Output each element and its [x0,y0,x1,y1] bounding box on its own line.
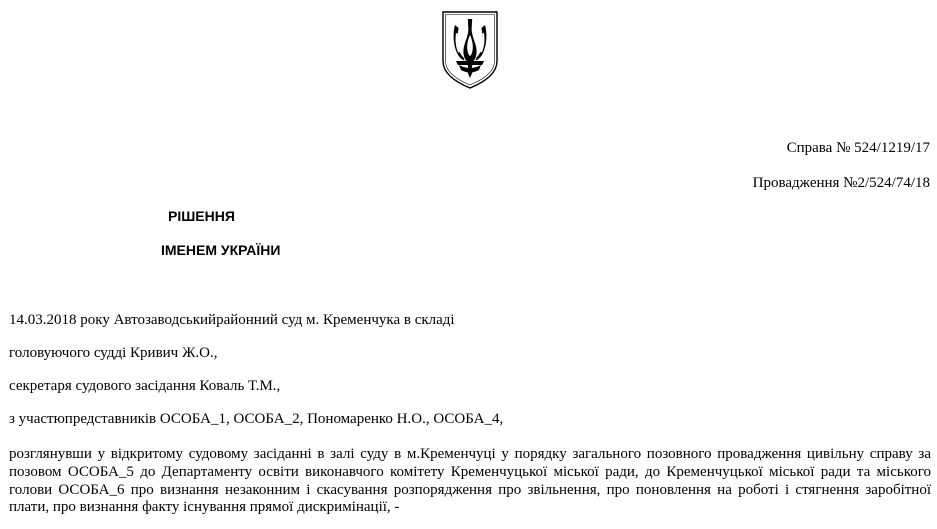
document-title: РІШЕННЯ [168,208,235,224]
coat-of-arms-icon [440,9,500,90]
date-court-line: 14.03.2018 року Автозаводськийрайонний суд м. Кременчука в складі [9,312,455,328]
case-description-paragraph: розглянувши у відкритому судовому засіданні в залі суду в м.Кременчуці у порядку загального позовного провадження цивільну справу за позовом ОСОБА_5 до Департаменту освіти виконавчого комітету Кременчуцької міської ради, до Кременчуцької міської ради та міського голови ОСОБА_6 про визнання незаконним і скасування розпорядження про звільнення, про поновлення на роботі і стягнення заробітної плати, про визнання факту існування прямої дискримінації, - [9,446,931,516]
secretary-line: секретаря судового засідання Коваль Т.М., [9,378,281,394]
participants-line: з участюпредставників ОСОБА_1, ОСОБА_2, Пономаренко Н.О., ОСОБА_4, [9,411,504,427]
proceeding-number: Провадження №2/524/74/18 [752,175,930,191]
document-subtitle: ІМЕНЕМ УКРАЇНИ [161,242,281,258]
case-number: Справа № 524/1219/17 [786,140,930,156]
presiding-judge-line: головуючого судді Кривич Ж.О., [9,345,218,361]
